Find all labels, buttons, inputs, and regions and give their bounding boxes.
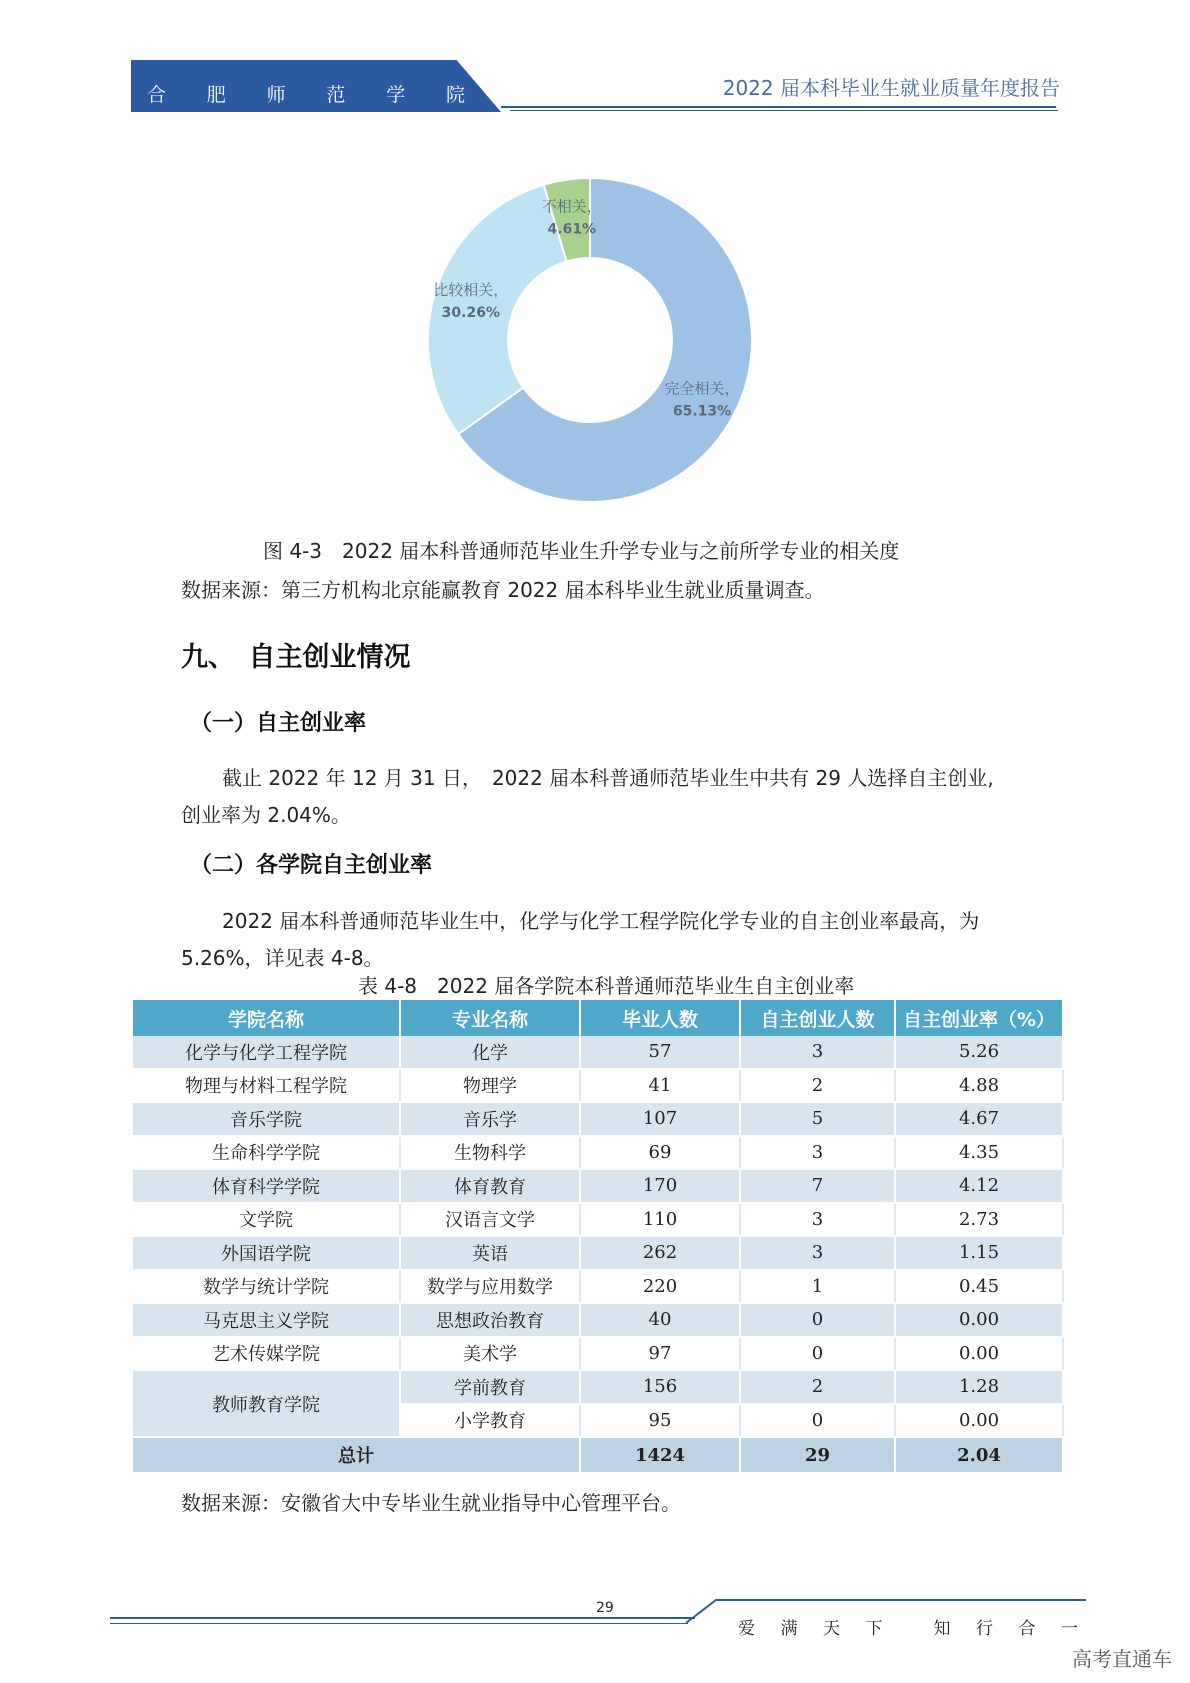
cell-major: 音乐学: [400, 1102, 580, 1136]
cell-college: 艺术传媒学院: [133, 1337, 400, 1371]
school-char: 范: [326, 84, 348, 106]
cell-college: 外国语学院: [133, 1236, 400, 1270]
col-header: 自主创业人数: [740, 1000, 895, 1036]
cell-college: 生命科学学院: [133, 1136, 400, 1170]
cell-major: 生物科学: [400, 1136, 580, 1170]
cell-graduates: 95: [580, 1404, 740, 1438]
slice-value-label: 4.61%: [547, 221, 597, 238]
cell-entrepreneurs: 3: [740, 1136, 895, 1170]
cell-entrepreneurs: 1: [740, 1270, 895, 1304]
cell-major: 英语: [400, 1236, 580, 1270]
school-char: 师: [266, 84, 288, 106]
table-row: [133, 1203, 1063, 1237]
header-rule-thin: [510, 110, 1058, 111]
subsection-2-text-line2: 5.26%，详见表 4-8。: [181, 946, 384, 970]
cell-entrepreneurs: 3: [740, 1236, 895, 1270]
cell-rate: 0.00: [895, 1303, 1063, 1337]
motto-char: 天: [823, 1619, 840, 1639]
header-rule: [501, 106, 1056, 108]
table-source: 数据来源：安徽省大中专毕业生就业指导中心管理平台。: [181, 1491, 681, 1515]
subsection-2-text-line1: 2022 届本科普通师范毕业生中，化学与化学工程学院化学专业的自主创业率最高，为: [222, 909, 980, 933]
cell-rate: 4.35: [895, 1136, 1063, 1170]
col-header: 毕业人数: [580, 1000, 740, 1036]
cell-entrepreneurs: 7: [740, 1169, 895, 1203]
donut-chart: [415, 168, 785, 528]
slice-name-label: 完全相关，: [664, 379, 740, 398]
cell-major: 小学教育: [400, 1404, 580, 1438]
table-row: [133, 1236, 1063, 1270]
cell-college: 马克思主义学院: [133, 1303, 400, 1337]
cell-rate: 4.12: [895, 1169, 1063, 1203]
cell-graduates: 262: [580, 1236, 740, 1270]
cell-entrepreneurs: 0: [740, 1303, 895, 1337]
cell-graduates: 40: [580, 1303, 740, 1337]
cell-rate: 5.26: [895, 1036, 1063, 1069]
figure-source: 数据来源：第三方机构北京能赢教育 2022 届本科毕业生就业质量调查。: [181, 578, 825, 602]
cell-entrepreneurs: 3: [740, 1036, 895, 1069]
section-title: 九、 自主创业情况: [181, 642, 411, 673]
table-row: [133, 1337, 1063, 1371]
cell-graduates: 107: [580, 1102, 740, 1136]
cell-college: 物理与材料工程学院: [133, 1069, 400, 1103]
cell-graduates: 170: [580, 1169, 740, 1203]
slice-value-label: 30.26%: [441, 305, 500, 322]
cell-major: 物理学: [400, 1069, 580, 1103]
cell-major: 体育教育: [400, 1169, 580, 1203]
cell-rate: 0.00: [895, 1404, 1063, 1438]
cell-college: 音乐学院: [133, 1102, 400, 1136]
footer-motto: [738, 1614, 1078, 1640]
motto-char: 行: [976, 1619, 993, 1639]
table-row: [133, 1102, 1063, 1136]
cell-major: 美术学: [400, 1337, 580, 1371]
cell-entrepreneurs: 3: [740, 1203, 895, 1237]
cell-major: 数学与应用数学: [400, 1270, 580, 1304]
cell-entrepreneurs: 5: [740, 1102, 895, 1136]
slice-value-label: 65.13%: [672, 403, 732, 420]
cell-major: 化学: [400, 1036, 580, 1069]
cell-rate: 2.73: [895, 1203, 1063, 1237]
cell-entrepreneurs: 0: [740, 1404, 895, 1438]
cell-graduates: 220: [580, 1270, 740, 1304]
school-char: 院: [445, 84, 467, 106]
report-title: 2022 届本科毕业生就业质量年度报告: [722, 76, 1060, 100]
subsection-1-text-line2: 创业率为 2.04%。: [181, 803, 351, 827]
table-caption: 表 4-8 2022 届各学院本科普通师范毕业生自主创业率: [358, 974, 855, 998]
cell-college: 化学与化学工程学院: [133, 1036, 400, 1069]
cell-total-graduates: 1424: [580, 1437, 740, 1473]
slice-name-label: 不相关，: [541, 197, 602, 216]
cell-total-label: 总计: [133, 1437, 580, 1473]
cell-graduates: 97: [580, 1337, 740, 1371]
footer-rule: [110, 1617, 695, 1619]
col-header: 专业名称: [400, 1000, 580, 1036]
figure-caption: 图 4-3 2022 届本科普通师范毕业生升学专业与之前所学专业的相关度: [263, 539, 900, 563]
cell-college: 数学与统计学院: [133, 1270, 400, 1304]
cell-major: 学前教育: [400, 1370, 580, 1404]
cell-entrepreneurs: 2: [740, 1069, 895, 1103]
cell-rate: 0.45: [895, 1270, 1063, 1304]
table-row: [133, 1136, 1063, 1170]
cell-rate: 1.28: [895, 1370, 1063, 1404]
col-header: 自主创业率（%）: [895, 1000, 1063, 1036]
table-total-row: [133, 1437, 1063, 1473]
footer-rule-thin: [110, 1623, 688, 1624]
cell-rate: 4.88: [895, 1069, 1063, 1103]
school-char: 合: [147, 84, 169, 106]
cell-rate: 1.15: [895, 1236, 1063, 1270]
motto-char: 合: [1018, 1619, 1036, 1639]
entrepreneurship-table: [133, 1000, 1064, 1474]
cell-total-entrepreneurs: 29: [740, 1437, 895, 1473]
school-char: 肥: [206, 84, 228, 106]
page-number: 29: [596, 1600, 614, 1616]
cell-graduates: 69: [580, 1136, 740, 1170]
motto-char: 一: [1061, 1619, 1078, 1639]
cell-graduates: 110: [580, 1203, 740, 1237]
cell-college: 体育科学学院: [133, 1169, 400, 1203]
cell-major: 汉语言文学: [400, 1203, 580, 1237]
subsection-2-title: （二）各学院自主创业率: [190, 853, 433, 878]
subsection-1-title: （一）自主创业率: [190, 711, 367, 736]
motto-char: 下: [865, 1619, 883, 1639]
school-name: [147, 80, 467, 110]
table-row: [133, 1303, 1063, 1337]
watermark-text: 高考直通车: [1072, 1647, 1172, 1671]
cell-major: 思想政治教育: [400, 1303, 580, 1337]
table-row: [133, 1169, 1063, 1203]
slice-name-label: 比较相关，: [433, 281, 509, 300]
cell-rate: 0.00: [895, 1337, 1063, 1371]
table-row: [133, 1270, 1063, 1304]
school-char: 学: [386, 84, 408, 106]
cell-graduates: 57: [580, 1036, 740, 1069]
table-header-row: [133, 1000, 1063, 1036]
cell-entrepreneurs: 2: [740, 1370, 895, 1404]
subsection-1-text-line1: 截止 2022 年 12 月 31 日， 2022 届本科普通师范毕业生中共有 29 人选择自主创业,: [222, 766, 994, 790]
table-row: [133, 1370, 1063, 1404]
cell-graduates: 41: [580, 1069, 740, 1103]
cell-college: 文学院: [133, 1203, 400, 1237]
table-row: [133, 1069, 1063, 1103]
motto-char: 满: [780, 1619, 798, 1639]
motto-char: 知: [933, 1619, 951, 1639]
cell-college-merged: 教师教育学院: [133, 1370, 400, 1437]
motto-char: 爱: [738, 1619, 755, 1639]
table-row: [133, 1036, 1063, 1069]
cell-rate: 4.67: [895, 1102, 1063, 1136]
cell-graduates: 156: [580, 1370, 740, 1404]
col-header: 学院名称: [133, 1000, 400, 1036]
cell-total-rate: 2.04: [895, 1437, 1063, 1473]
cell-entrepreneurs: 0: [740, 1337, 895, 1371]
